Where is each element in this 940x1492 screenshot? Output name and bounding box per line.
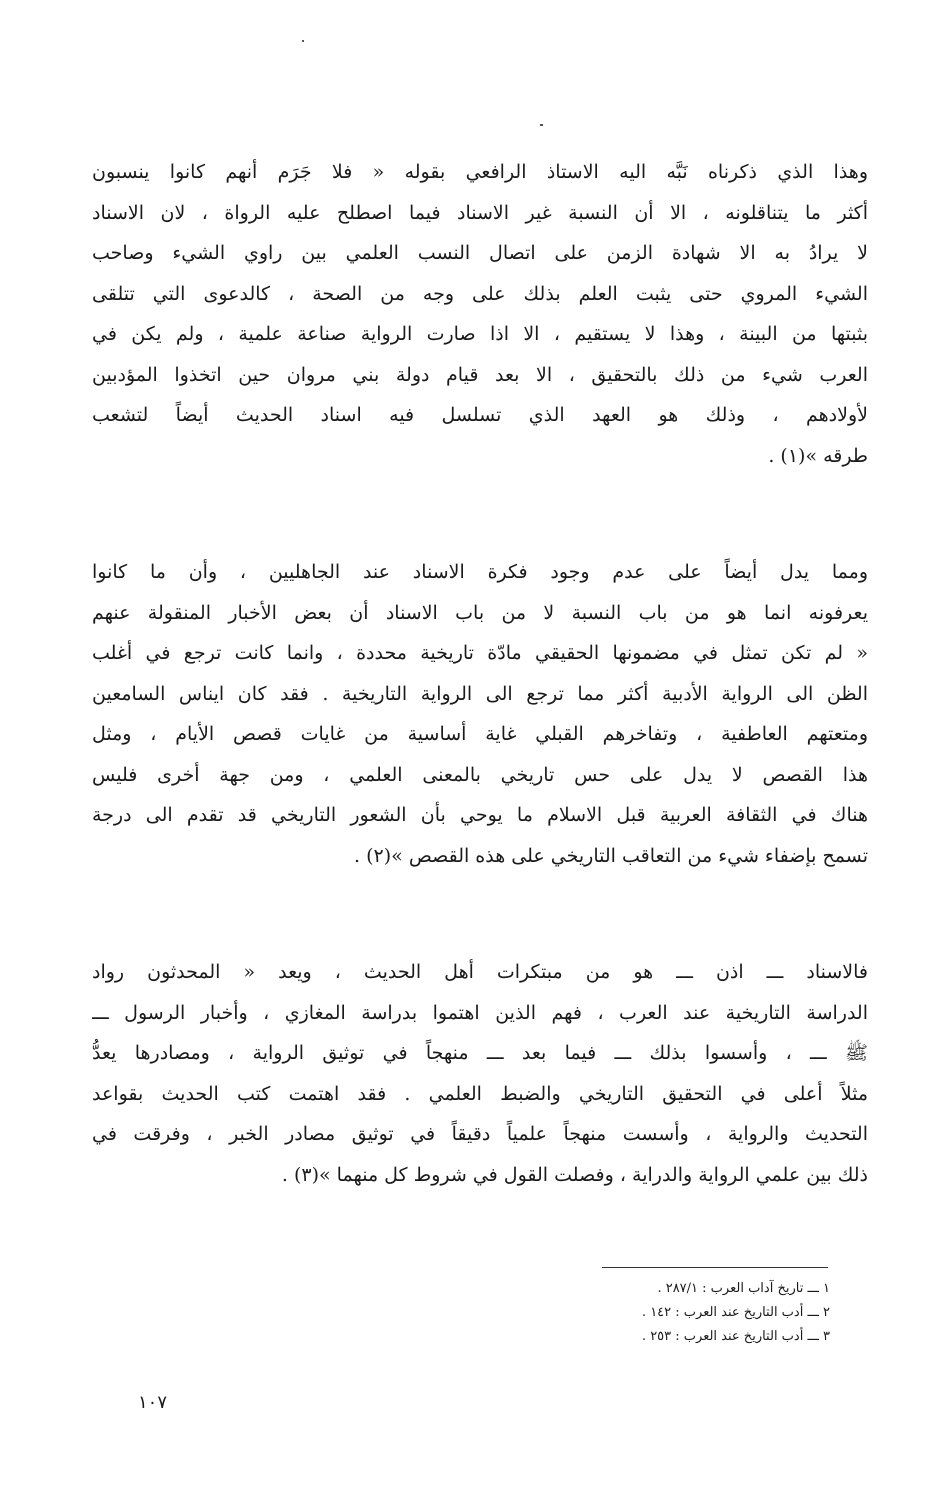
paragraph-1	[92, 152, 868, 476]
text-line: لا يرادُ به الا شهادة الزمن على اتصال النسب العلمي بين راوي الشيء وصاحب	[92, 242, 868, 264]
text-line: يعرفونه انما هو من باب النسبة لا من باب الاسناد أن بعض الأخبار المنقولة عنهم	[92, 601, 868, 624]
text-line: بثبتها من البينة ، وهذا لا يستقيم ، الا اذا صارت الرواية صناعة علمية ، ولم يكن في	[92, 323, 868, 345]
text-line: هذا القصص لا يدل على حس تاريخي بالمعنى العلمي ، ومن جهة أخرى فليس	[92, 763, 868, 786]
text-line: الشيء المروي حتى يثبت العلم بذلك على وجه من الصحة ، كالدعوى التي تتلقى	[92, 282, 868, 305]
paragraph-3	[92, 952, 868, 1195]
text-line: هناك في الثقافة العربية قبل الاسلام ما يوحي بأن الشعور التاريخي قد تقدم الى درجة	[92, 804, 868, 826]
text-line: فالاسناد ـــ اذن ـــ هو من مبتكرات أهل الحديث ، ويعد « المحدثون رواد	[92, 961, 868, 983]
text-line: وهذا الذي ذكرناه نَبَّه اليه الاستاذ الرافعي بقوله « فلا جَرَم أنهم كانوا ينسبون	[92, 161, 868, 183]
text-line: طرقه »(١) .	[768, 444, 868, 467]
text-line: تسمح بإضفاء شيء من التعاقب التاريخي على هذه القصص »(٢) .	[354, 844, 868, 867]
text-line: مثلاً أعلى في التحقيق التاريخي والضبط العلمي . فقد اهتمت كتب الحديث بقواعد	[92, 1082, 868, 1105]
scan-speck	[302, 40, 304, 42]
text-line: العرب شيء من ذلك بالتحقيق ، الا بعد قيام دولة بني مروان حين اتخذوا المؤدبين	[92, 363, 868, 386]
text-line: الظن الى الرواية الأدبية أكثر مما ترجع الى الرواية التاريخية . فقد كان ايناس السامعين	[92, 682, 868, 705]
text-line: أكثر ما يتناقلونه ، الا أن النسبة غير الاسناد فيما اصطلح عليه الرواة ، لان الاسناد	[92, 201, 868, 224]
footnote-2: ٢ ـــ أدب التاريخ عند العرب : ١٤٢ .	[641, 1305, 830, 1320]
text-line: التحديث والرواية ، وأسست منهجاً علمياً دقيقاً في توثيق مصادر الخبر ، وفرقت في	[92, 1123, 868, 1145]
page-number: ١٠٧	[138, 1392, 168, 1413]
text-line: لأولادهم ، وذلك هو العهد الذي تسلسل فيه اسناد الحديث أيضاً لتشعب	[92, 404, 868, 426]
footnotes	[642, 1277, 830, 1349]
text-line: الدراسة التاريخية عند العرب ، فهم الذين اهتموا بدراسة المغازي ، وأخبار الرسول ـــ	[92, 1001, 868, 1024]
text-line: ومما يدل أيضاً على عدم وجود فكرة الاسناد عند الجاهليين ، وأن ما كانوا	[92, 561, 868, 583]
footnote-divider	[602, 1267, 828, 1268]
text-line: ومتعتهم العاطفية ، وتفاخرهم القبلي غاية أساسية من غايات قصص الأيام ، ومثل	[92, 723, 868, 745]
scan-speck	[540, 124, 543, 126]
text-line: ﷺ ـــ ، وأسسوا بذلك ـــ فيما بعد ـــ منهجاً في توثيق الرواية ، ومصادرها يعدُّ	[92, 1042, 868, 1064]
text-line: ذلك بين علمي الرواية والدراية ، وفصلت القول في شروط كل منهما »(٣) .	[281, 1163, 868, 1186]
paragraph-2	[92, 552, 868, 876]
footnote-1: ١ ـــ تاريخ آداب العرب : ٢٨٧/١ .	[657, 1281, 830, 1296]
footnote-3: ٣ ـــ أدب التاريخ عند العرب : ٢٥٣ .	[641, 1329, 830, 1344]
text-line: « لم تكن تمثل في مضمونها الحقيقي مادّة تاريخية محددة ، وانما كانت ترجع في أغلب	[92, 642, 868, 664]
